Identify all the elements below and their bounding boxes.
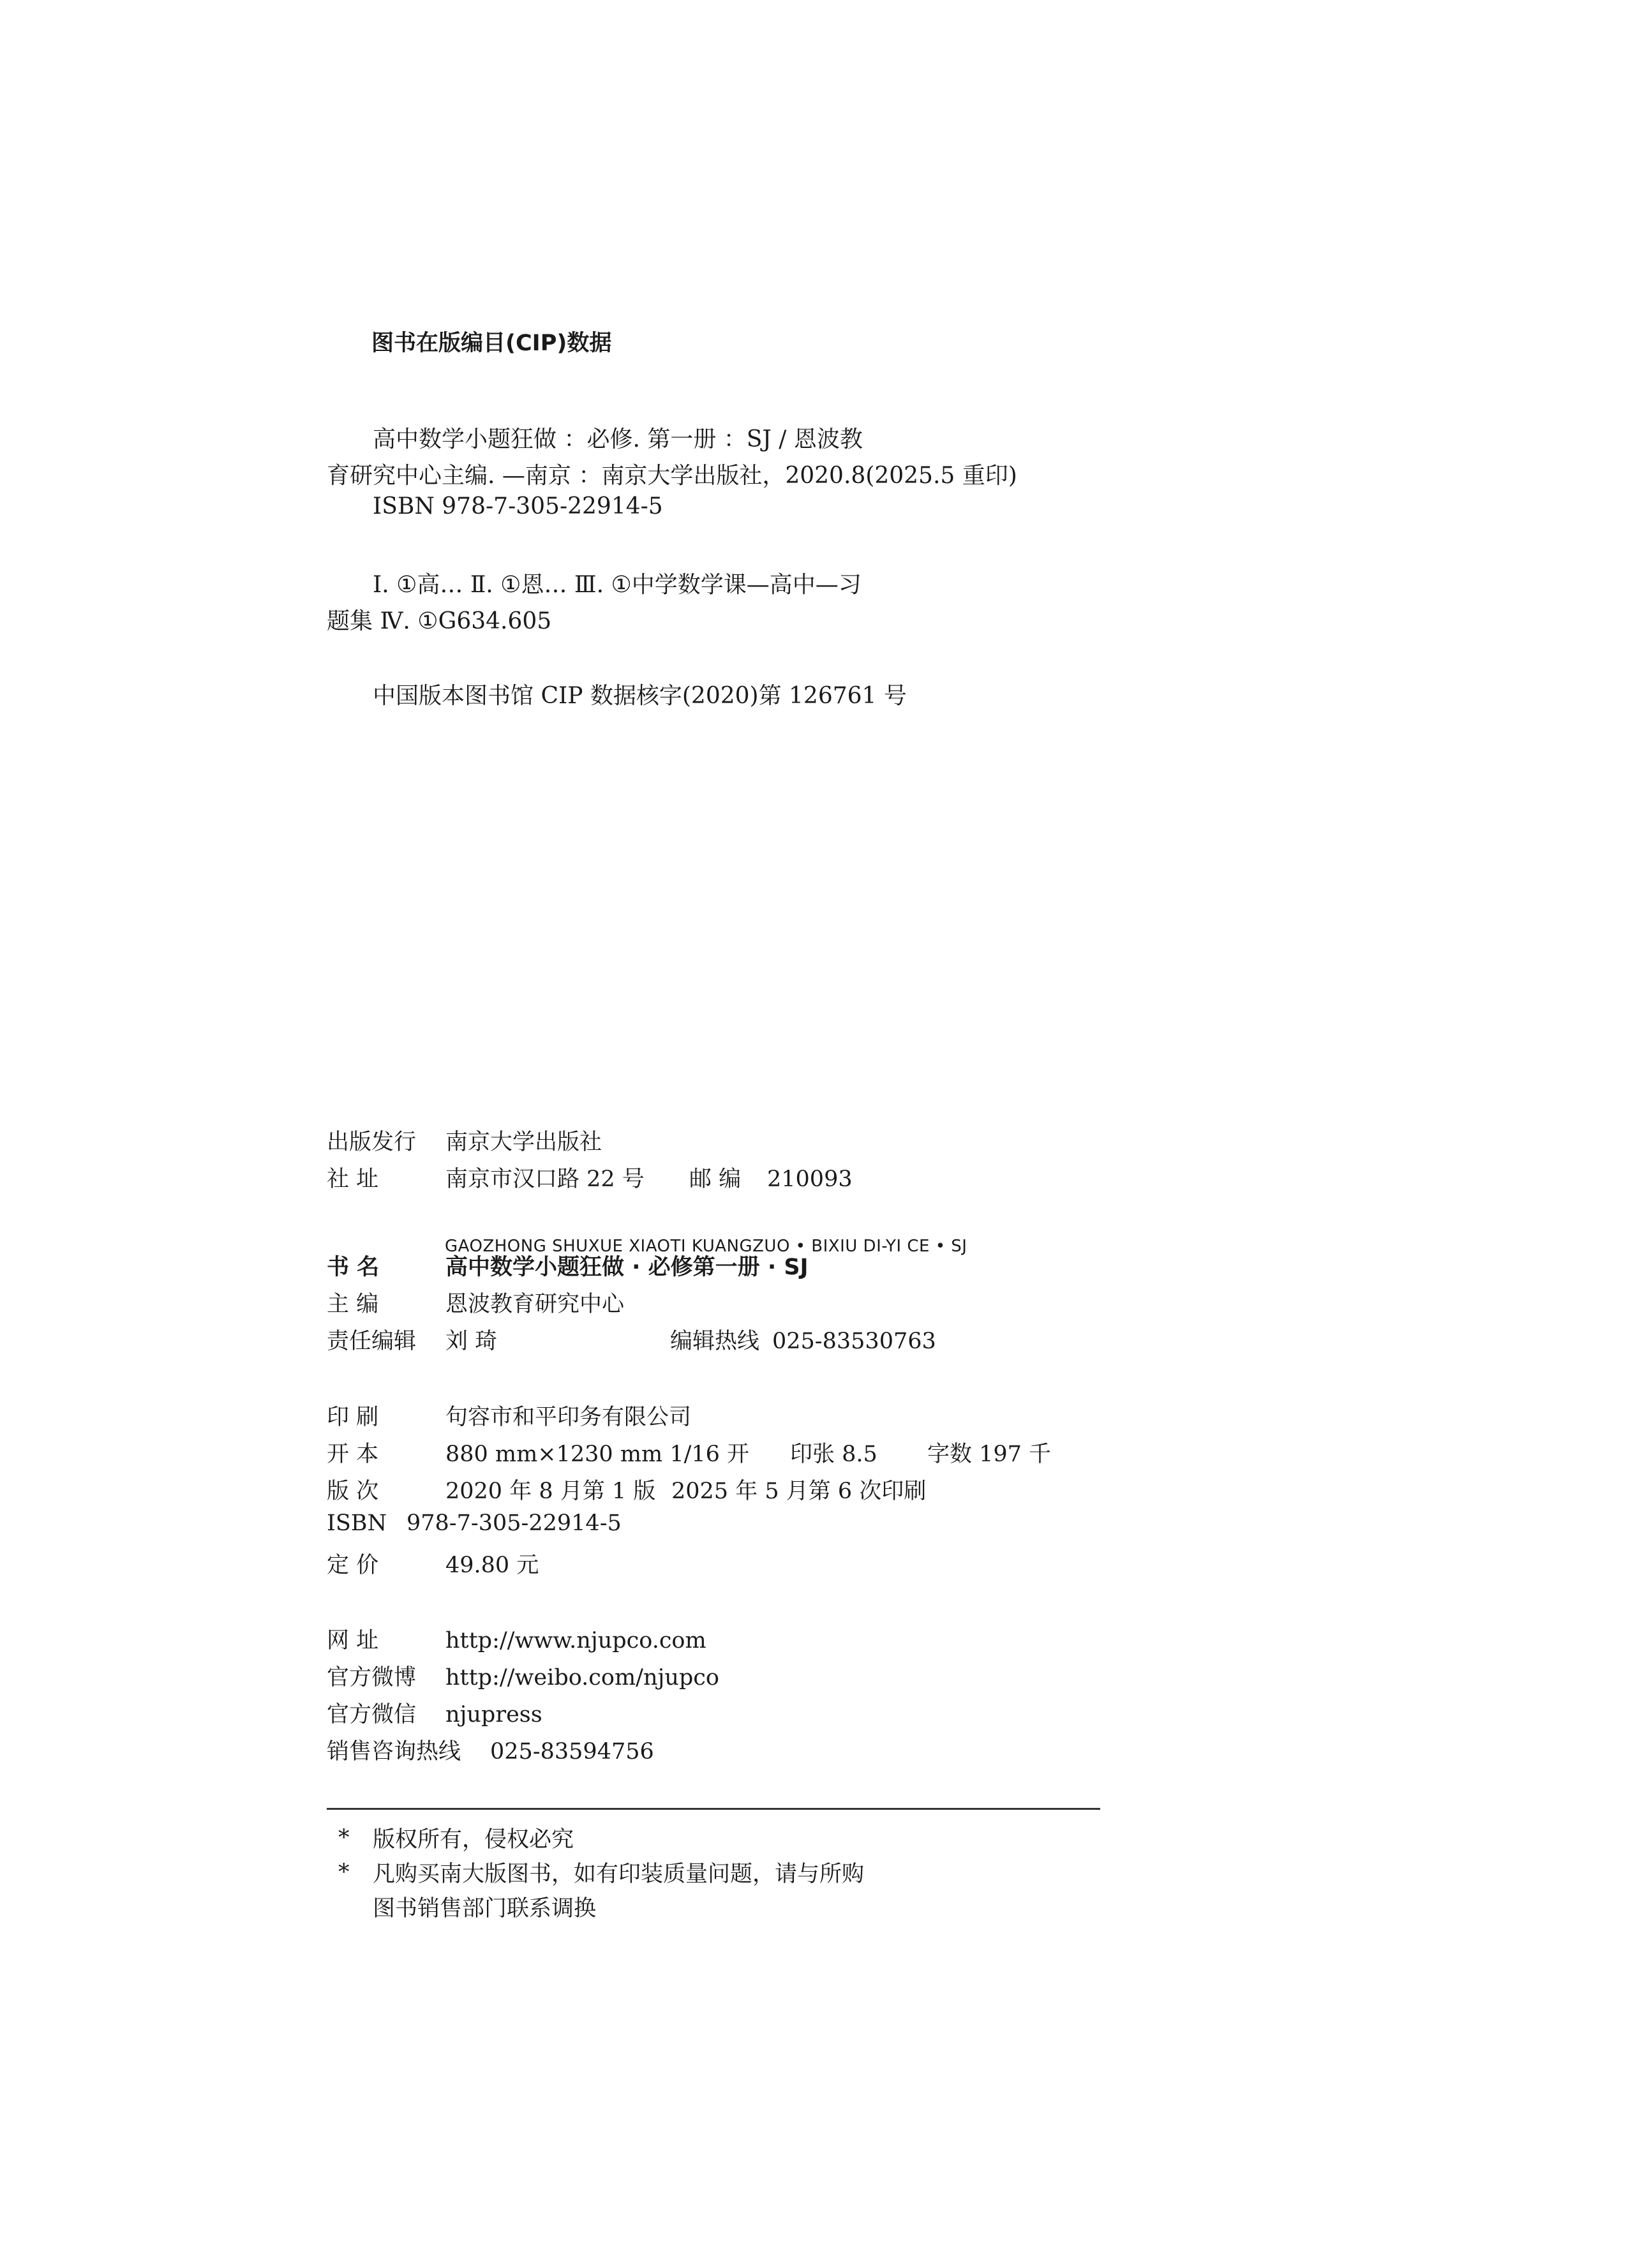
- format-row: [327, 1436, 1051, 1468]
- chief-editor-value: 恩波教育研究中心: [445, 1292, 625, 1317]
- cip-classification-line-2: 题集 Ⅳ. ①G634.605: [327, 608, 552, 634]
- printer-label: 印 刷: [327, 1405, 379, 1430]
- printed-sheets: 印张 8.5: [790, 1442, 877, 1467]
- book-title-value: 高中数学小题狂做 · 必修第一册 · SJ: [445, 1255, 809, 1280]
- cip-line-1: 高中数学小题狂做 ：必修. 第一册 ：SJ / 恩波教: [373, 426, 863, 452]
- weibo-label: 官方微博: [327, 1665, 417, 1690]
- wechat-label: 官方微信: [327, 1702, 417, 1727]
- postcode-label: 邮 编: [689, 1167, 742, 1192]
- cip-line-2: 育研究中心主编. —南京 ：南京大学出版社，2020.8(2025.5 重印): [327, 463, 1017, 489]
- printer-value: 句容市和平印务有限公司: [445, 1405, 692, 1430]
- responsible-editor-value: 刘 琦: [445, 1329, 498, 1354]
- sales-hotline-label: 销售咨询热线: [327, 1739, 461, 1764]
- website-value: http://www.njupco.com: [445, 1628, 706, 1653]
- copyright-notice: 版权所有，侵权必究: [373, 1827, 574, 1853]
- website-label: 网 址: [327, 1628, 379, 1653]
- address-row: [327, 1161, 853, 1193]
- book-title-pinyin: GAOZHONG SHUXUE XIAOTI KUANGZUO • BIXIU DI-YI CE • SJ: [445, 1237, 967, 1256]
- responsible-editor-row: [327, 1324, 936, 1355]
- printing-value: 2025 年 5 月第 6 次印刷: [671, 1479, 927, 1504]
- price-value: 49.80 元: [445, 1553, 539, 1578]
- postcode-value: 210093: [767, 1167, 853, 1192]
- isbn-label: ISBN: [327, 1511, 387, 1536]
- wechat-value: njupress: [445, 1702, 542, 1727]
- book-title-label: 书 名: [327, 1255, 380, 1280]
- sales-hotline-row: [327, 1734, 654, 1766]
- chief-editor-row: [327, 1287, 624, 1318]
- cip-heading: 图书在版编目(CIP)数据: [371, 331, 612, 356]
- edition-value: 2020 年 8 月第 1 版: [445, 1479, 656, 1504]
- editor-hotline-label: 编辑热线: [670, 1329, 760, 1354]
- cip-classification-line-1: Ⅰ. ①高… Ⅱ. ①恩… Ⅲ. ①中学数学课—高中—习: [373, 572, 862, 598]
- edition-label: 版 次: [327, 1479, 379, 1504]
- publisher-value: 南京大学出版社: [445, 1130, 602, 1155]
- book-title-row: [327, 1250, 809, 1281]
- website-row: [327, 1623, 706, 1655]
- address-value: 南京市汉口路 22 号: [445, 1167, 645, 1192]
- isbn-row: [327, 1511, 622, 1536]
- word-count: 字数 197 千: [927, 1442, 1052, 1467]
- publisher-label: 出版发行: [327, 1130, 417, 1155]
- note-bullet-2: *: [338, 1860, 350, 1885]
- wechat-row: [327, 1697, 542, 1729]
- isbn-value: 978-7-305-22914-5: [407, 1511, 622, 1536]
- format-label: 开 本: [327, 1442, 379, 1467]
- sales-hotline-value: 025-83594756: [490, 1739, 654, 1764]
- exchange-notice-line-1: 凡购买南大版图书，如有印装质量问题，请与所购: [373, 1861, 865, 1887]
- cip-verification-number: 中国版本图书馆 CIP 数据核字(2020)第 126761 号: [373, 683, 907, 709]
- publisher-row: [327, 1124, 602, 1156]
- address-label: 社 址: [327, 1167, 379, 1192]
- weibo-value: http://weibo.com/njupco: [445, 1665, 719, 1690]
- chief-editor-label: 主 编: [327, 1292, 379, 1317]
- weibo-row: [327, 1660, 719, 1692]
- divider-line: [327, 1808, 1100, 1810]
- exchange-notice-line-2: 图书销售部门联系调换: [373, 1896, 597, 1921]
- cip-isbn: ISBN 978-7-305-22914-5: [373, 493, 663, 519]
- edition-row: [327, 1473, 926, 1505]
- format-value: 880 mm×1230 mm 1/16 开: [445, 1442, 750, 1467]
- printer-row: [327, 1399, 691, 1431]
- editor-hotline-value: 025-83530763: [772, 1329, 936, 1354]
- price-row: [327, 1548, 539, 1579]
- responsible-editor-label: 责任编辑: [327, 1329, 417, 1354]
- note-bullet-1: *: [338, 1825, 350, 1851]
- price-label: 定 价: [327, 1553, 379, 1578]
